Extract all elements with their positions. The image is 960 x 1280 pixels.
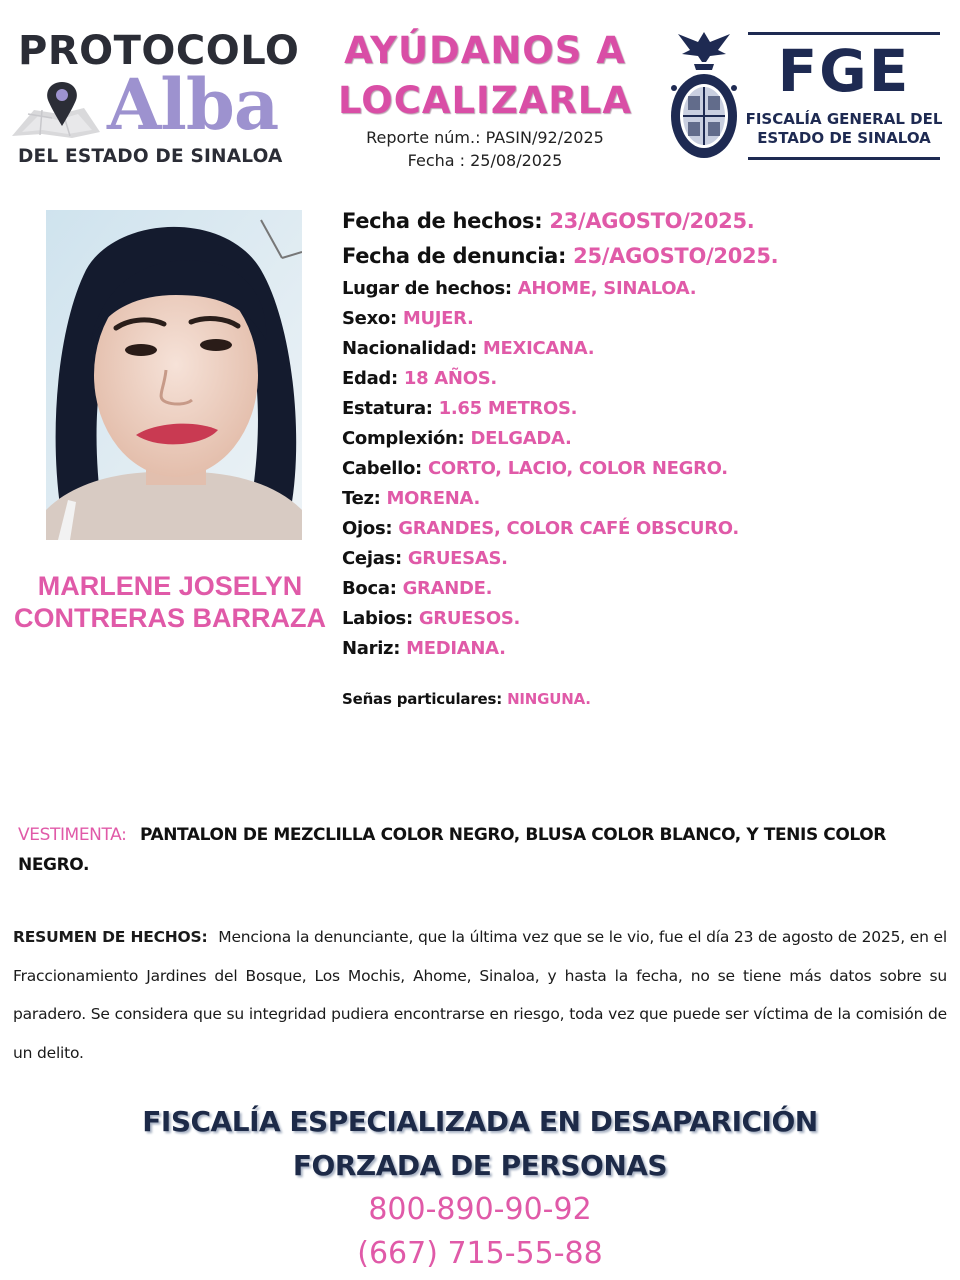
- detail-estatura: Estatura: 1.65 METROS.: [342, 398, 578, 419]
- summary-label: RESUMEN DE HECHOS:: [13, 928, 208, 946]
- summary-text: Menciona la denunciante, que la última vez que se le vio, fue el día 23 de agosto de 2025, en el Fraccionamiento Jardines del Bosque, Los Mochis, Ahome, Sinaloa, y hasta la fecha, no se tiene más datos sobre su paradero. Se considera que su integridad pudiera encontrarse en riesgo, toda vez que puede ser víctima de la comisión de un delito.: [13, 928, 948, 1062]
- date-value: 25/08/2025: [470, 151, 563, 170]
- detail-fecha-hechos: Fecha de hechos: 23/AGOSTO/2025.: [342, 209, 755, 233]
- person-photo: [46, 210, 302, 540]
- physical-description-list: [342, 204, 952, 664]
- fge-acronym: FGE: [777, 37, 911, 105]
- person-name-line-2: CONTRERAS BARRAZA: [14, 603, 326, 633]
- detail-ojos: Ojos: GRANDES, COLOR CAFÉ OBSCURO.: [342, 518, 739, 539]
- clothing-value: PANTALON DE MEZCLILLA COLOR NEGRO, BLUSA COLOR BLANCO, Y TENIS COLOR NEGRO.: [18, 825, 886, 875]
- fge-logo: [668, 28, 948, 163]
- divider-top: [748, 32, 940, 35]
- detail-tez: Tez: MORENA.: [342, 488, 480, 509]
- divider-bottom: [748, 157, 940, 160]
- report-number: PASIN/92/2025: [485, 128, 604, 147]
- help-header: [330, 26, 640, 172]
- portrait-illustration: [46, 210, 302, 540]
- report-number-line: [330, 126, 640, 149]
- map-pin-icon: [12, 80, 112, 140]
- logo-protocolo-text: PROTOCOLO: [18, 28, 300, 74]
- person-name-line-1: MARLENE JOSELYN: [37, 571, 303, 601]
- detail-cejas: Cejas: GRUESAS.: [342, 548, 508, 569]
- fge-name: [744, 110, 944, 148]
- title-line-2: LOCALIZARLA: [337, 79, 632, 122]
- phone-number-local: (667) 715-55-88: [357, 1236, 603, 1271]
- detail-labios: Labios: GRUESOS.: [342, 608, 521, 629]
- report-label: Reporte núm.:: [366, 128, 481, 147]
- person-full-name: [0, 570, 340, 634]
- protocolo-alba-logo: [12, 28, 312, 173]
- senas-particulares: Señas particulares: NINGUNA.: [342, 690, 591, 708]
- detail-cabello: Cabello: CORTO, LACIO, COLOR NEGRO.: [342, 458, 728, 479]
- sinaloa-seal-icon: [668, 28, 740, 160]
- detail-fecha-denuncia: Fecha de denuncia: 25/AGOSTO/2025.: [342, 244, 779, 268]
- phone-number-tollfree: 800-890-90-92: [368, 1192, 592, 1227]
- date-label: Fecha :: [407, 151, 466, 170]
- detail-complexion: Complexión: DELGADA.: [342, 428, 572, 449]
- contact-footer: [0, 1100, 960, 1276]
- title-line-1: AYÚDANOS A: [344, 29, 626, 72]
- detail-lugar-hechos: Lugar de hechos: AHOME, SINALOA.: [342, 278, 697, 299]
- clothing-description: [18, 820, 954, 880]
- clothing-label: VESTIMENTA:: [18, 825, 127, 845]
- detail-nariz: Nariz: MEDIANA.: [342, 638, 506, 659]
- logo-alba-text: Alba: [107, 63, 279, 146]
- fge-name-line-2: ESTADO DE SINALOA: [757, 129, 931, 147]
- report-date-line: [330, 149, 640, 172]
- detail-edad: Edad: 18 AÑOS.: [342, 368, 497, 389]
- agency-name-line-2: FORZADA DE PERSONAS: [292, 1149, 668, 1182]
- detail-sexo: Sexo: MUJER.: [342, 308, 474, 329]
- agency-name-line-1: FISCALÍA ESPECIALIZADA EN DESAPARICIÓN: [142, 1105, 818, 1138]
- fge-name-line-1: FISCALÍA GENERAL DEL: [745, 110, 943, 128]
- detail-boca: Boca: GRANDE.: [342, 578, 493, 599]
- detail-nacionalidad: Nacionalidad: MEXICANA.: [342, 338, 595, 359]
- logo-subtitle: DEL ESTADO DE SINALOA: [18, 146, 283, 167]
- case-summary: [13, 918, 947, 1072]
